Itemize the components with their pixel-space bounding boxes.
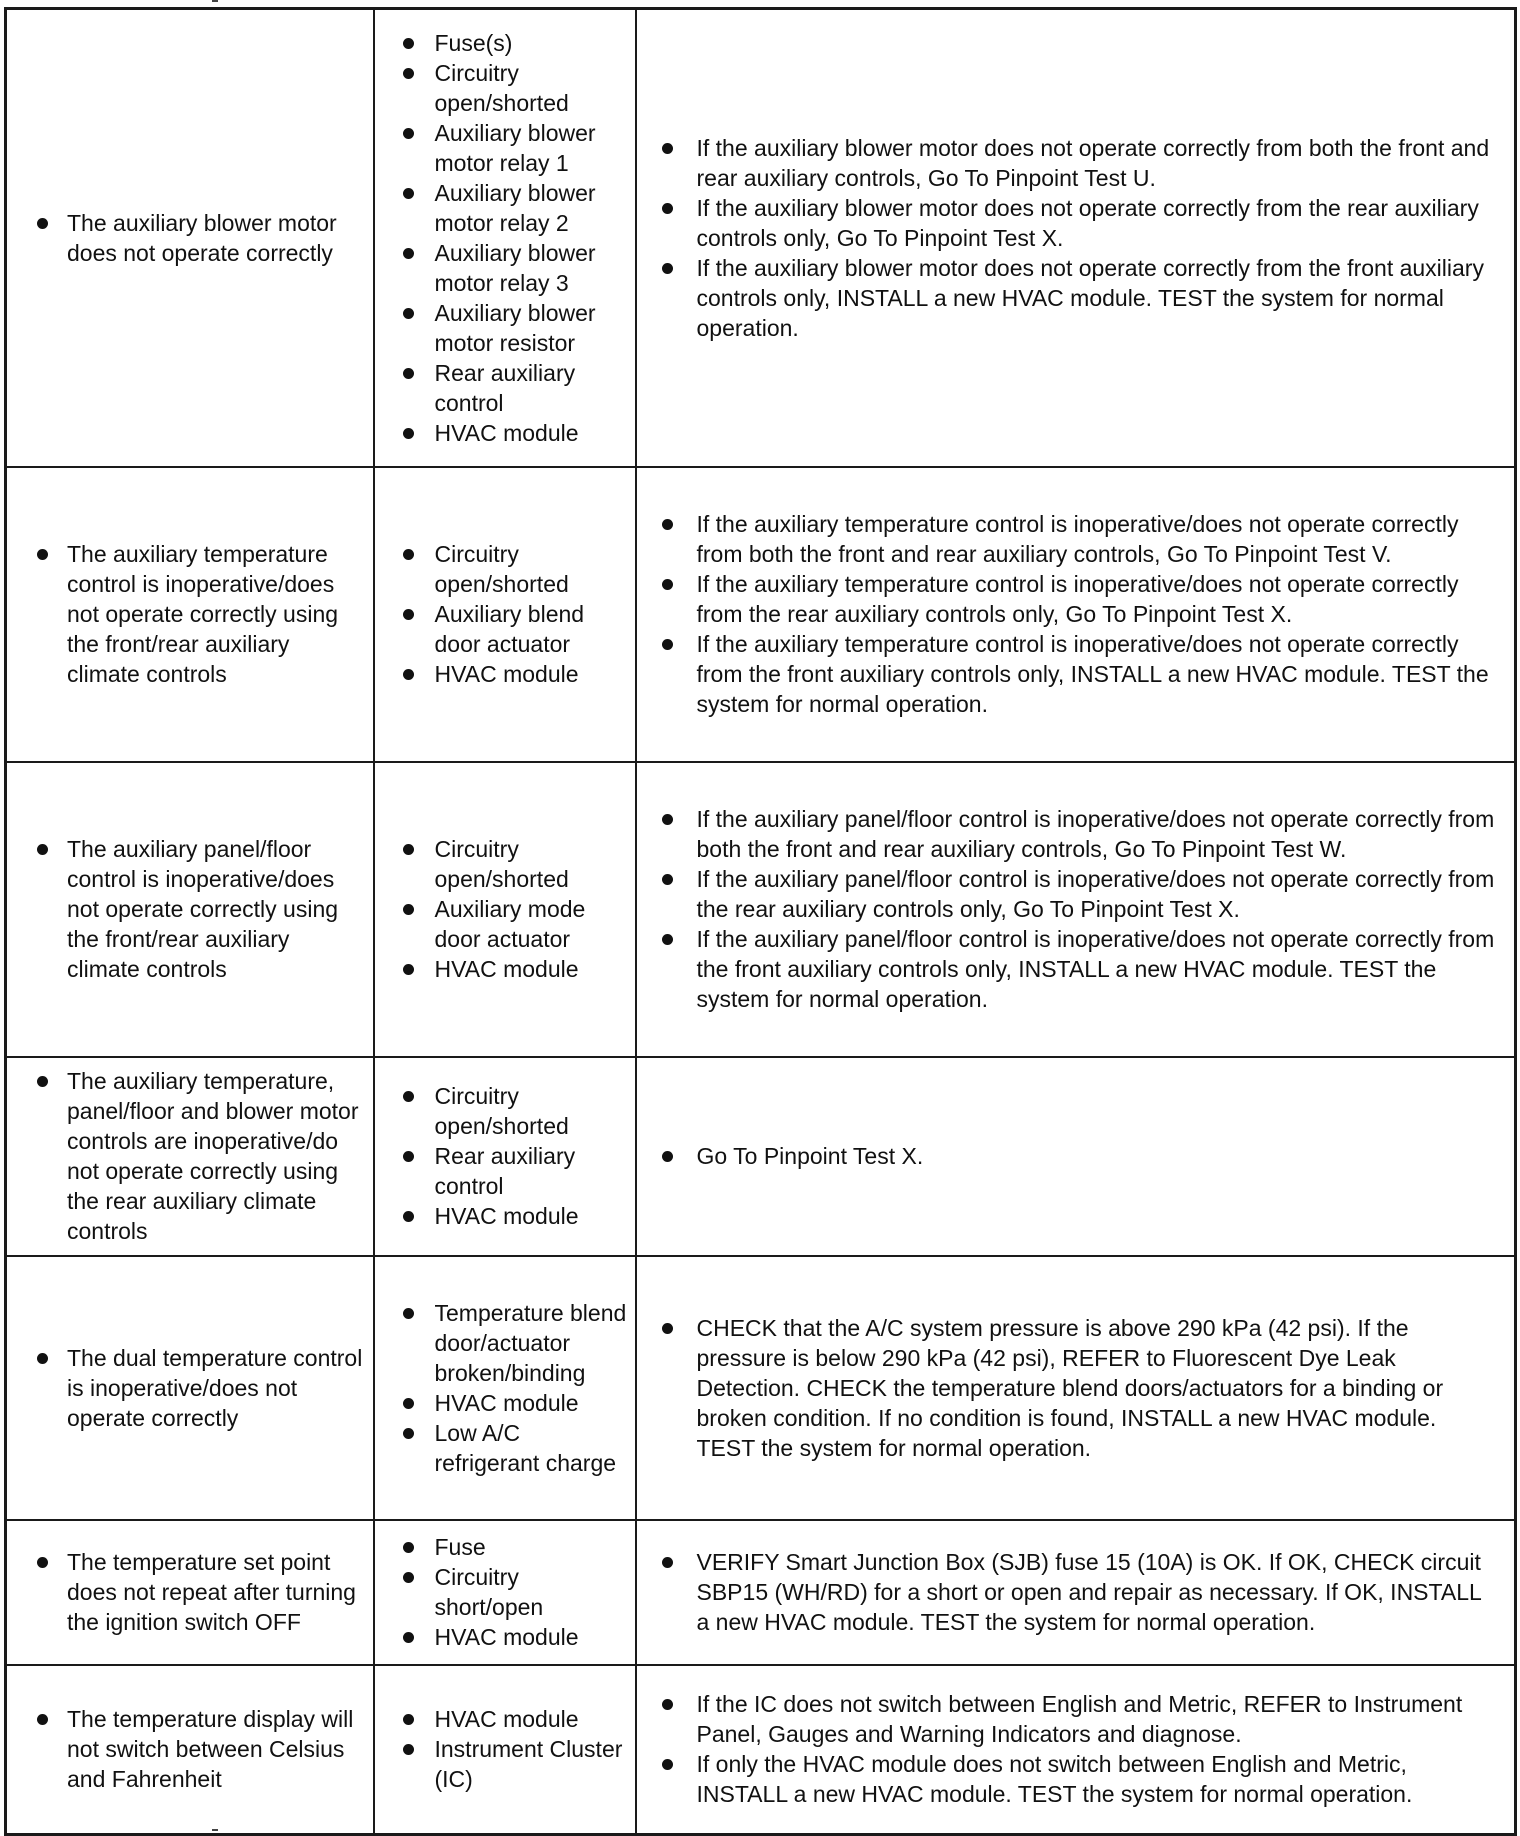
action-item: If the auxiliary panel/floor control is inoperative/does not operate correctly from the rear auxiliary controls only, Go To Pinpoint Test X.: [637, 864, 1515, 924]
cause-item: HVAC module: [375, 1704, 635, 1734]
cause-item: Low A/C refrigerant charge: [375, 1418, 635, 1478]
cause-item: Rear auxiliary control: [375, 1141, 635, 1201]
cause-item: Auxiliary blower motor relay 2: [375, 178, 635, 238]
symptom-item: The auxiliary temperature control is inoperative/does not operate correctly using the front/rear auxiliary climate controls: [7, 539, 373, 689]
symptom-cell: [6, 9, 374, 467]
action-item: VERIFY Smart Junction Box (SJB) fuse 15 (10A) is OK. If OK, CHECK circuit SBP15 (WH/RD) for a short or open and repair as necessary. If OK, INSTALL a new HVAC module. TEST the system for normal operation.: [637, 1547, 1515, 1637]
table-body: [6, 9, 1516, 1835]
action-cell: [636, 1665, 1516, 1835]
action-list: [637, 133, 1515, 343]
action-list: [637, 1141, 1515, 1171]
action-item: If the auxiliary blower motor does not operate correctly from both the front and rear auxiliary controls, Go To Pinpoint Test U.: [637, 133, 1515, 193]
table-row: [6, 1520, 1516, 1665]
table-row: [6, 1057, 1516, 1256]
cause-item: Circuitry open/shorted: [375, 834, 635, 894]
cause-item: Auxiliary blower motor resistor: [375, 298, 635, 358]
cause-item: Fuse(s): [375, 28, 635, 58]
cause-list: [375, 1081, 635, 1231]
cause-cell: [374, 1256, 636, 1520]
action-item: CHECK that the A/C system pressure is above 290 kPa (42 psi). If the pressure is below 290 kPa (42 psi), REFER to Fluorescent Dye Leak Detection. CHECK the temperature blend doors/actuators for a binding or broken condition. If no condition is found, INSTALL a new HVAC module. TEST the system for normal operation.: [637, 1313, 1515, 1463]
symptom-cell: [6, 1057, 374, 1256]
symptom-item: The temperature display will not switch between Celsius and Fahrenheit: [7, 1704, 373, 1794]
action-list: [637, 1689, 1515, 1809]
action-list: [637, 1547, 1515, 1637]
cause-item: HVAC module: [375, 1388, 635, 1418]
action-item: If the auxiliary blower motor does not operate correctly from the front auxiliary controls only, INSTALL a new HVAC module. TEST the system for normal operation.: [637, 253, 1515, 343]
cause-item: HVAC module: [375, 659, 635, 689]
action-cell: [636, 1520, 1516, 1665]
symptom-list: [7, 1547, 373, 1637]
symptom-cell: [6, 467, 374, 762]
action-list: [637, 509, 1515, 719]
cause-item: Auxiliary blower motor relay 3: [375, 238, 635, 298]
action-item: If the auxiliary temperature control is inoperative/does not operate correctly from the rear auxiliary controls only, Go To Pinpoint Test X.: [637, 569, 1515, 629]
table-row: [6, 762, 1516, 1057]
symptom-list: [7, 834, 373, 984]
cause-cell: [374, 9, 636, 467]
cause-cell: [374, 762, 636, 1057]
symptom-cell: [6, 1256, 374, 1520]
action-cell: [636, 467, 1516, 762]
cause-item: Instrument Cluster (IC): [375, 1734, 635, 1794]
symptom-list: [7, 539, 373, 689]
cause-list: [375, 28, 635, 448]
cause-list: [375, 834, 635, 984]
symptom-cell: [6, 762, 374, 1057]
cause-item: HVAC module: [375, 418, 635, 448]
symptom-list: [7, 208, 373, 268]
action-item: If the auxiliary temperature control is inoperative/does not operate correctly from both the front and rear auxiliary controls, Go To Pinpoint Test V.: [637, 509, 1515, 569]
cause-item: Circuitry short/open: [375, 1562, 635, 1622]
cause-item: HVAC module: [375, 1622, 635, 1652]
action-cell: [636, 762, 1516, 1057]
action-item: If the IC does not switch between English and Metric, REFER to Instrument Panel, Gauges and Warning Indicators and diagnose.: [637, 1689, 1515, 1749]
symptom-chart-table: [4, 7, 1517, 1836]
symptom-list: [7, 1704, 373, 1794]
action-item: Go To Pinpoint Test X.: [637, 1141, 1515, 1171]
action-cell: [636, 9, 1516, 467]
cause-item: Circuitry open/shorted: [375, 539, 635, 599]
cause-cell: [374, 1057, 636, 1256]
symptom-item: The auxiliary blower motor does not operate correctly: [7, 208, 373, 268]
action-item: If the auxiliary temperature control is inoperative/does not operate correctly from the front auxiliary controls only, INSTALL a new HVAC module. TEST the system for normal operation.: [637, 629, 1515, 719]
cause-item: Rear auxiliary control: [375, 358, 635, 418]
symptom-cell: [6, 1520, 374, 1665]
cause-item: HVAC module: [375, 1201, 635, 1231]
cause-cell: [374, 1665, 636, 1835]
symptom-item: The auxiliary temperature, panel/floor and blower motor controls are inoperative/do not operate correctly using the rear auxiliary climate controls: [7, 1066, 373, 1246]
cause-cell: [374, 1520, 636, 1665]
symptom-item: The temperature set point does not repeat after turning the ignition switch OFF: [7, 1547, 373, 1637]
table-row: [6, 467, 1516, 762]
symptom-list: [7, 1343, 373, 1433]
action-item: If the auxiliary panel/floor control is inoperative/does not operate correctly from both the front and rear auxiliary controls, Go To Pinpoint Test W.: [637, 804, 1515, 864]
action-cell: [636, 1057, 1516, 1256]
table-row: [6, 1256, 1516, 1520]
symptom-list: [7, 1066, 373, 1246]
cause-item: Auxiliary mode door actuator: [375, 894, 635, 954]
action-item: If the auxiliary panel/floor control is inoperative/does not operate correctly from the front auxiliary controls only, INSTALL a new HVAC module. TEST the system for normal operation.: [637, 924, 1515, 1014]
cause-item: Circuitry open/shorted: [375, 1081, 635, 1141]
cause-item: Auxiliary blower motor relay 1: [375, 118, 635, 178]
scan-mark-top: [212, 0, 218, 2]
cause-item: Circuitry open/shorted: [375, 58, 635, 118]
symptom-cell: [6, 1665, 374, 1835]
action-item: If only the HVAC module does not switch between English and Metric, INSTALL a new HVAC module. TEST the system for normal operation.: [637, 1749, 1515, 1809]
action-item: If the auxiliary blower motor does not operate correctly from the rear auxiliary controls only, Go To Pinpoint Test X.: [637, 193, 1515, 253]
cause-list: [375, 1298, 635, 1478]
cause-cell: [374, 467, 636, 762]
action-list: [637, 1313, 1515, 1463]
table-row: [6, 1665, 1516, 1835]
cause-list: [375, 539, 635, 689]
cause-list: [375, 1532, 635, 1652]
cause-list: [375, 1704, 635, 1794]
cause-item: HVAC module: [375, 954, 635, 984]
cause-item: Auxiliary blend door actuator: [375, 599, 635, 659]
cause-item: Fuse: [375, 1532, 635, 1562]
cause-item: Temperature blend door/actuator broken/binding: [375, 1298, 635, 1388]
symptom-item: The dual temperature control is inoperative/does not operate correctly: [7, 1343, 373, 1433]
action-list: [637, 804, 1515, 1014]
action-cell: [636, 1256, 1516, 1520]
table-row: [6, 9, 1516, 467]
symptom-item: The auxiliary panel/floor control is inoperative/does not operate correctly using the front/rear auxiliary climate controls: [7, 834, 373, 984]
